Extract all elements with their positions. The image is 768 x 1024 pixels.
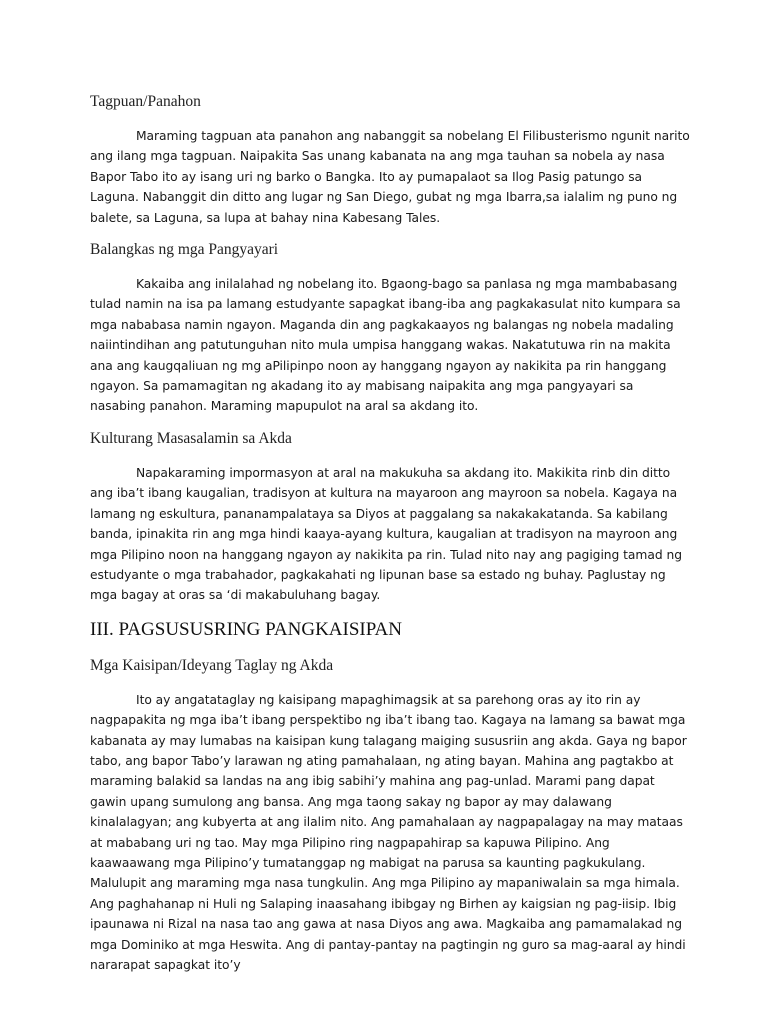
section-paragraph-balangkas: Kakaiba ang inilalahad ng nobelang ito. Bgaong-bago sa panlasa ng mga mambabasang tulad namin na isa pa lamang estudyante sapagkat ibang-iba ang pagkakasulat nito kumpara sa mga nababasa namin ngayon. Maganda din ang pagkakaayos ng balangas ng nobela madaling naiintindihan ang patutunguhan nito mula umpisa hanggang wakas. Nakatutuwa rin na makita ana ang kaugqaliuan ng mg aPilipinpo noon ay hanggang ngayon ay nakikita pa rin hanggang ngayon. Sa pamamagitan ng akadang ito ay mabisang naipakita ang mga pangyayari sa nasabing panahon. Maraming mapupulot na aral sa akdang ito.: [90, 277, 681, 414]
section-heading-tagpuan: Tagpuan/Panahon: [90, 93, 201, 110]
subsection-paragraph-kaisipan: Ito ay angatataglay ng kaisipang mapaghimagsik at sa parehong oras ay ito rin ay nagpapakita ng mga iba’t ibang perspektibo ng iba’t ibang tao. Kagaya na lamang sa bawat mga kabanata ay may lumabas na kaisipan kung talagang maiging sususriin ang akda. Gaya ng bapor tabo, ang bapor Tabo’y larawan ng ating pamahalaan, ng ating bayan. Mahina ang pagtakbo at maraming balakid sa landas na ang ibig sabihi’y mahina ang pag-unlad. Marami pang dapat gawin upang sumulong ang bansa. Ang mga taong sakay ng bapor ay may dalawang kinalalagyan; ang kubyerta at ang ilalim nito. Ang pamahalaan ay nagpapalagay na may mataas at mababang uri ng tao. May mga Pilipino ring nagpapahirap sa kapuwa Pilipino. Ang kaawaawang mga Pilipino’y tumatanggap ng mabigat na parusa sa kaunting pagkukulang. Malulupit ang maraming mga nasa tungkulin. Ang mga Pilipino ay mapaniwalain sa mga himala. Ang paghahanap ni Huli ng Salaping inaasahang ibibgay ng Birhen ay kaigsian ng pag-iisip. Ibig ipaunawa ni Rizal na nasa tao ang gawa at nasa Diyos ang awa. Magkaiba ang pamamalakad ng mga Dominiko at mga Heswita. Ang di pantay-pantay na pagtingin ng guro sa mag-aaral ay hindi nararapat sapagkat ito’y: [90, 692, 687, 972]
section-heading-kultura: Kulturang Masasalamin sa Akda: [90, 429, 292, 447]
major-heading: III. PAGSUSUSRING PANGKAISIPAN: [90, 618, 402, 640]
section-paragraph-tagpuan: Maraming tagpuan ata panahon ang nabanggit sa nobelang El Filibusterismo ngunit narito ang ilang mga tagpuan. Naipakita Sas unang kabanata na ang mga tauhan sa nobela ay nasa Bapor Tabo ito ay isang uri ng barko o Bangka. Ito ay pumapalaot sa Ilog Pasig patungo sa Laguna. Nabanggit din ditto ang lugar ng San Diego, gubat ng mga Ibarra,sa ialalim ng puno ng balete, sa Laguna, sa lupa at bahay nina Kabesang Tales.: [90, 129, 690, 225]
section-paragraph-kultura: Napakaraming impormasyon at aral na makukuha sa akdang ito. Makikita rinb din ditto ang iba’t ibang kaugalian, tradisyon at kultura na mayaroon ang mayroon sa nobela. Kagaya na lamang ng eskultura, pananampalataya sa Diyos at paggalang sa nakakakatanda. Sa kabilang banda, ipinakita rin ang mga hindi kaaya-ayang kultura, kaugalian at tradisyon na mayroon ang mga Pilipino noon na hanggang ngayon ay nakikita pa rin. Tulad nito nay ang pagiging tamad ng estudyante o mga trabahador, pagkakahati ng lipunan base sa estado ng buhay. Paglustay ng mga bagay at oras sa ‘di makabuluhang bagay.: [90, 465, 682, 603]
subsection-heading-kaisipan: Mga Kaisipan/Ideyang Taglay ng Akda: [90, 656, 334, 674]
section-heading-balangkas: Balangkas ng mga Pangyayari: [90, 241, 279, 259]
document-page: [90, 90, 690, 975]
